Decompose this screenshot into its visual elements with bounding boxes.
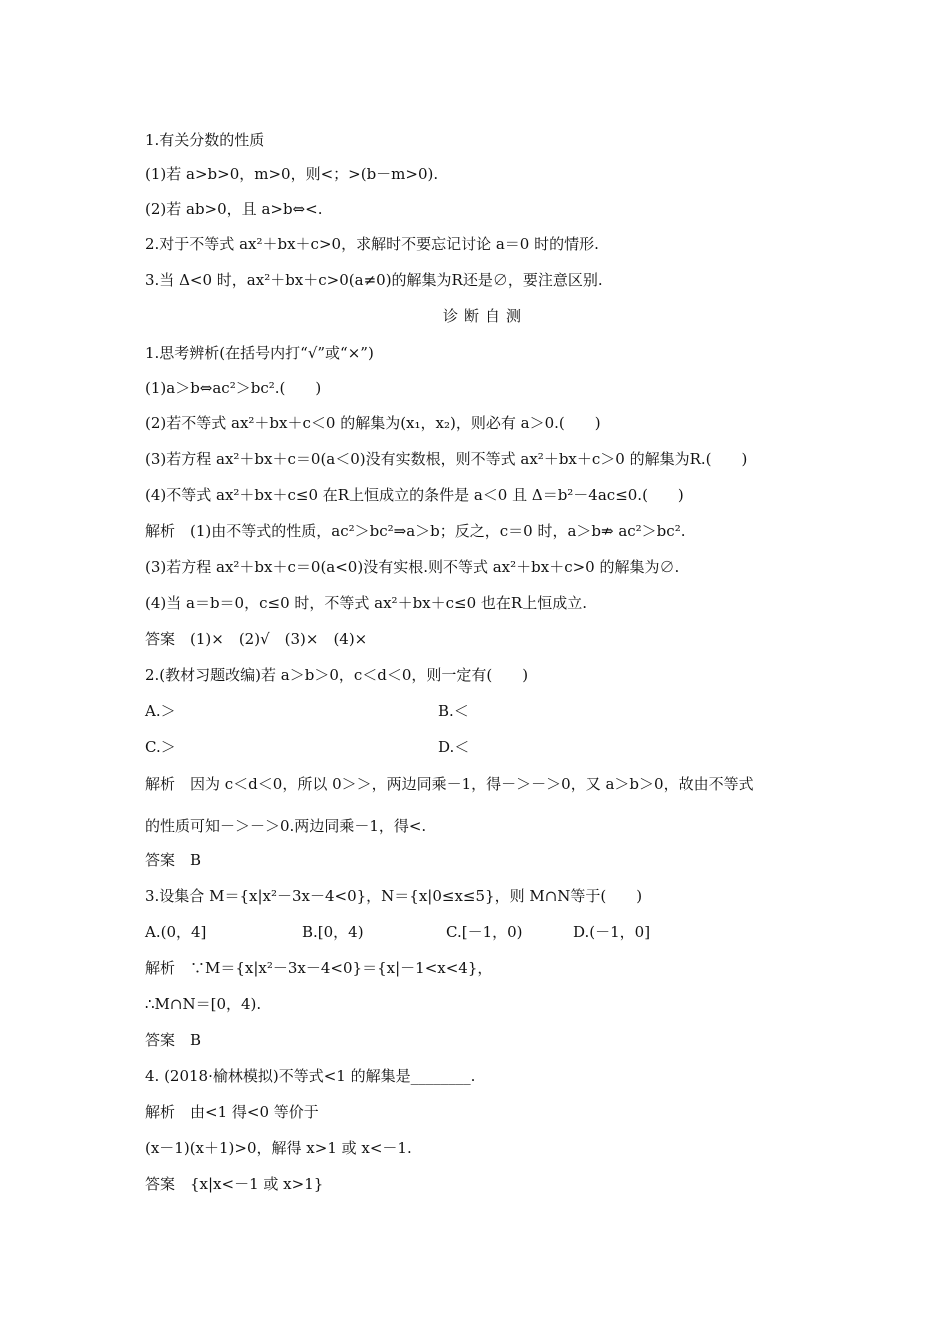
q2-stem: 2.(教材习题改编)若 a＞b＞0，c＜d＜0，则一定有( ) xyxy=(145,666,529,684)
q1-analysis-4: (4)当 a＝b＝0，c≤0 时，不等式 ax²＋bx＋c≤0 也在R上恒成立. xyxy=(145,594,587,612)
q1-analysis-1: 解析 (1)由不等式的性质，ac²＞bc²⇒a＞b；反之，c＝0 时，a＞b⇏ ac²＞bc². xyxy=(145,522,686,540)
q1-statement-3: (3)若方程 ax²＋bx＋c＝0(a＜0)没有实数根，则不等式 ax²＋bx＋c＞0 的解集为R.( ) xyxy=(145,450,748,468)
q3-analysis-2: ∴M∩N＝[0，4). xyxy=(145,995,262,1013)
section-title: 诊断自测 xyxy=(442,307,527,325)
q2-option-c: C.＞ xyxy=(145,738,176,756)
tip-2: 2.对于不等式 ax²＋bx＋c>0，求解时不要忘记讨论 a＝0 时的情形. xyxy=(145,235,599,253)
q2-analysis-2: 的性质可知－＞－＞0.两边同乘－1，得<. xyxy=(145,817,427,835)
q4-analysis-2: (x－1)(x＋1)>0，解得 x>1 或 x<－1. xyxy=(145,1139,412,1157)
q1-answer: 答案 (1)× (2)√ (3)× (4)× xyxy=(145,630,368,648)
q3-stem: 3.设集合 M＝{x|x²－3x－4<0}，N＝{x|0≤x≤5}，则 M∩N等于( ) xyxy=(145,887,643,905)
q1-statement-2: (2)若不等式 ax²＋bx＋c＜0 的解集为(x₁，x₂)，则必有 a＞0.( ) xyxy=(145,414,601,432)
tip-1b: (2)若 ab>0，且 a>b⇔<. xyxy=(145,200,323,218)
q4-answer: 答案 {x|x<－1 或 x>1} xyxy=(145,1175,324,1193)
q3-option-a: A.(0，4] xyxy=(145,923,207,941)
q2-option-d: D.＜ xyxy=(438,738,470,756)
q4-analysis-1: 解析 由<1 得<0 等价于 xyxy=(145,1103,319,1121)
q1-statement-1: (1)a＞b⇔ac²＞bc².( ) xyxy=(145,379,322,397)
q2-answer: 答案 B xyxy=(145,851,202,869)
q1-statement-4: (4)不等式 ax²＋bx＋c≤0 在R上恒成立的条件是 a＜0 且 Δ＝b²－4ac≤0.( ) xyxy=(145,486,684,504)
q1-analysis-3: (3)若方程 ax²＋bx＋c＝0(a<0)没有实根.则不等式 ax²＋bx＋c>0 的解集为∅. xyxy=(145,558,680,576)
q3-option-c: C.[－1，0) xyxy=(446,923,523,941)
q3-answer: 答案 B xyxy=(145,1031,202,1049)
q4-stem: 4. (2018·榆林模拟)不等式<1 的解集是________. xyxy=(145,1067,476,1085)
q2-analysis-1: 解析 因为 c＜d＜0，所以 0＞＞，两边同乘－1，得－＞－＞0，又 a＞b＞0，故由不等式 xyxy=(145,775,754,793)
tip-3: 3.当 Δ<0 时，ax²＋bx＋c>0(a≠0)的解集为R还是∅，要注意区别. xyxy=(145,271,603,289)
q3-option-b: B.[0，4) xyxy=(302,923,364,941)
tip-1-heading: 1.有关分数的性质 xyxy=(145,131,265,149)
q1-stem: 1.思考辨析(在括号内打“√”或“×”) xyxy=(145,344,374,362)
q2-option-b: B.＜ xyxy=(438,702,469,720)
tip-1a: (1)若 a>b>0，m>0，则<；>(b－m>0). xyxy=(145,165,439,183)
q2-option-a: A.＞ xyxy=(145,702,176,720)
q3-option-d: D.(－1，0] xyxy=(573,923,651,941)
q3-analysis-1: 解析 ∵M＝{x|x²－3x－4<0}＝{x|－1<x<4}， xyxy=(145,959,493,977)
